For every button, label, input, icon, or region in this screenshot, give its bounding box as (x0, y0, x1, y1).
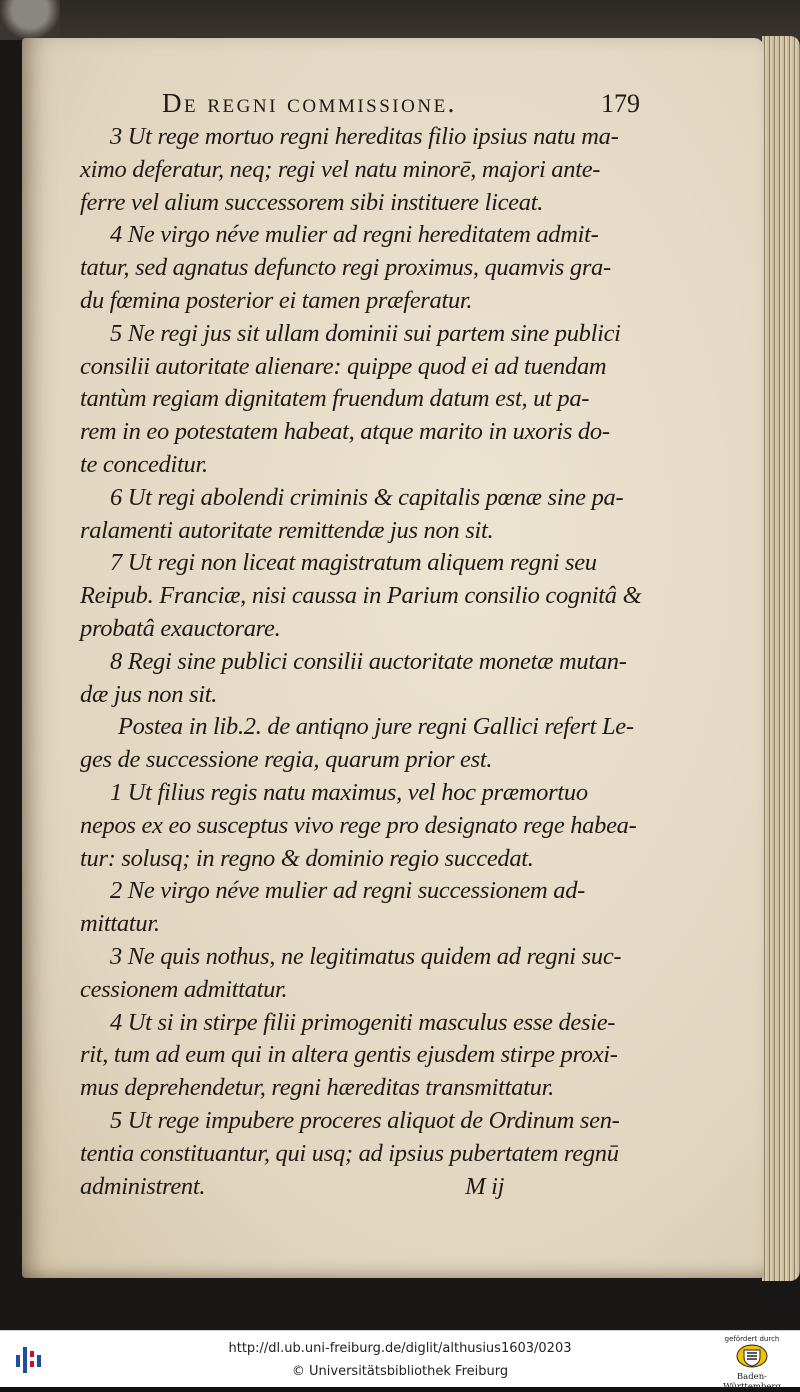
copyright-notice: © Universitätsbibliothek Freiburg (291, 1364, 509, 1379)
text-line: tantùm regiam dignitatem fruendum datum est, ut pa- (80, 385, 590, 413)
text-line: rit, tum ad eum qui in altera gentis ejusdem stirpe proxi- (80, 1041, 618, 1069)
text-line: 8 Regi sine publici consilii auctoritate monetæ mutan- (110, 647, 627, 675)
text-line: mittatur. (80, 910, 160, 938)
book-cover-edge (0, 0, 800, 40)
page-number: 179 (601, 89, 640, 118)
text-line: tur: solusq; in regno & dominio regio succedat. (80, 844, 534, 872)
text-line: 7 Ut regi non liceat magistratum aliquem regni seu (110, 549, 597, 577)
sponsor-name: Baden-Württemberg (723, 1372, 781, 1392)
page-edges (762, 36, 800, 1281)
text-line: nepos ex eo susceptus vivo rege pro designato rege habea- (80, 811, 637, 839)
text-line: 2 Ne virgo néve mulier ad regni successionem ad- (110, 877, 586, 905)
text-line: 3 Ut rege mortuo regni hereditas filio ipsius natu ma- (110, 123, 619, 150)
text-line: dæ jus non sit. (80, 680, 218, 708)
text-line: tatur, sed agnatus defuncto regi proximus, quamvis gra- (80, 254, 611, 282)
text-line: mus deprehendetur, regni hæreditas transmittatur. (80, 1074, 554, 1102)
text-line: 3 Ne quis nothus, ne legitimatus quidem ad regni suc- (110, 942, 622, 970)
text-line: ralamenti autoritate remittendæ jus non sit. (80, 516, 494, 544)
footer (0, 1330, 800, 1392)
book-clasp (0, 0, 60, 40)
baden-wuerttemberg-crest-icon (735, 1344, 769, 1368)
text-line: Reipub. Franciæ, nisi caussa in Parium consilio cognitâ & (80, 582, 642, 610)
text-line: rem in eo potestatem habeat, atque marito in uxoris do- (80, 418, 610, 446)
sponsor-block (710, 1333, 794, 1392)
text-line: 1 Ut filius regis natu maximus, vel hoc præmortuo (110, 778, 588, 806)
text-lines (80, 121, 640, 1171)
signature-mark: M ij (465, 1172, 505, 1200)
last-line-text: administrent. (80, 1172, 206, 1200)
sponsor-label: gefördert durch (724, 1335, 780, 1343)
text-line: 4 Ut si in stirpe filii primogeniti masculus esse desie- (110, 1008, 616, 1036)
text-line: ferre vel alium successorem sibi instituere liceat. (80, 188, 544, 216)
text-line: probatâ exauctorare. (80, 614, 281, 642)
text-line: ges de successione regia, quarum prior est. (80, 746, 493, 774)
text-line: te conceditur. (80, 450, 208, 478)
text-line: cessionem admittatur. (80, 975, 288, 1003)
text-line: 5 Ne regi jus sit ullam dominii sui partem sine publici (110, 319, 621, 347)
permalink-url[interactable]: http://dl.ub.uni-freiburg.de/diglit/althusius1603/0203 (228, 1341, 572, 1356)
text-line: ximo deferatur, neq; regi vel natu minorē, majori ante- (80, 155, 601, 183)
text-line: 5 Ut rege impubere proceres aliquot de Ordinum sen- (110, 1106, 620, 1134)
text-line: du fœmina posterior ei tamen præferatur. (80, 286, 473, 314)
page-text (80, 88, 640, 1203)
text-line-last (80, 1171, 640, 1204)
text-line: consilii autoritate alienare: quippe quod ei ad tuendam (80, 352, 607, 380)
running-title: De regni commissione. (162, 88, 457, 118)
text-line: tentia constituantur, qui usq; ad ipsius pubertatem regnū (80, 1139, 619, 1167)
text-line: Postea in lib.2. de antiqno jure regni Gallici refert Le- (118, 713, 634, 741)
text-line: 4 Ne virgo néve mulier ad regni hereditatem admit- (110, 221, 599, 249)
text-line: 6 Ut regi abolendi criminis & capitalis pœnæ sine pa- (110, 483, 624, 511)
running-head (162, 88, 640, 119)
